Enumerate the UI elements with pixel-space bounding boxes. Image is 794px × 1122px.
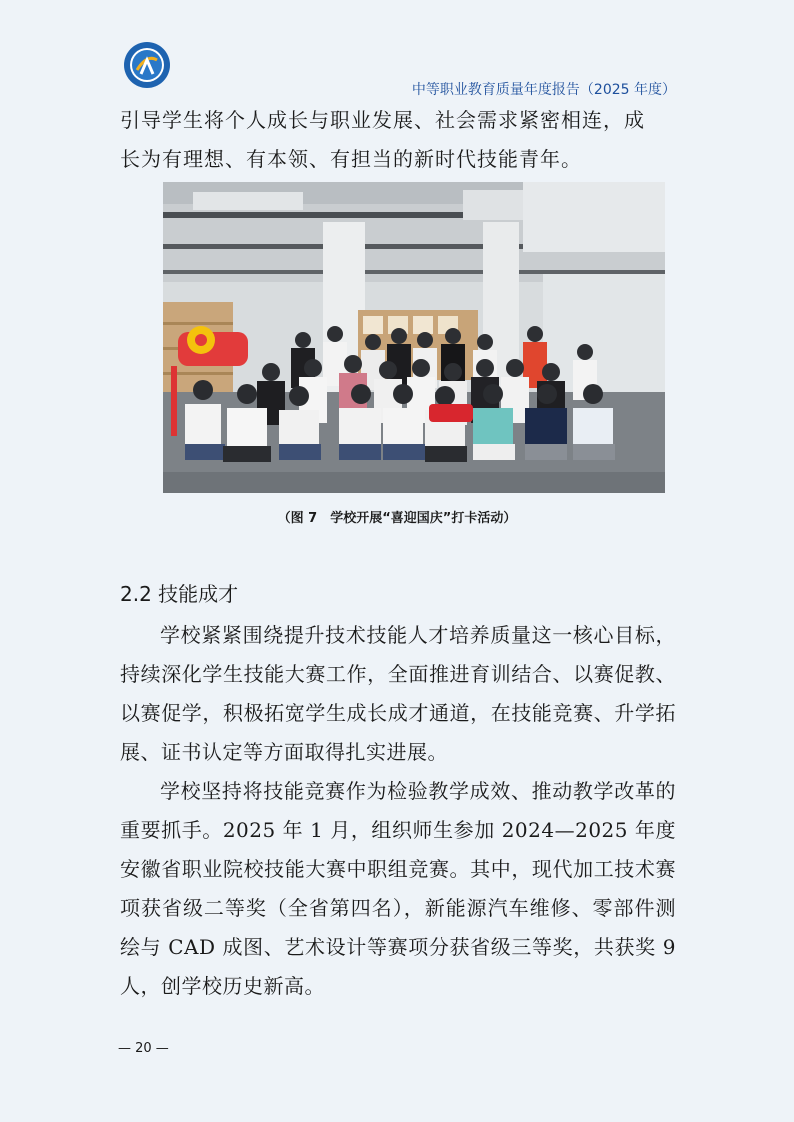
report-header-title: 中等职业教育质量年度报告（2025 年度） <box>411 82 676 98</box>
page-number: — 20 — <box>118 1041 169 1056</box>
school-logo-icon <box>124 42 170 88</box>
activity-photo <box>163 182 665 493</box>
intro-line-1: 引导学生将个人成长与职业发展、社会需求紧密相连，成 <box>120 108 645 132</box>
figure-caption: （图 7 学校开展“喜迎国庆”打卡活动） <box>277 511 517 526</box>
intro-line-2: 长为有理想、有本领、有担当的新时代技能青年。 <box>120 147 582 171</box>
section-heading: 2.2 技能成才 <box>120 582 239 606</box>
body-paragraph-2: 学校坚持将技能竞赛作为检验教学成效、推动教学改革的重要抓手。2025 年 1 月，组织师生参加 2024—2025 年度安徽省职业院校技能大赛中职组竞赛。其中，现代加工技术赛项获省级二等奖（全省第四名），新能源汽车维修、零部件测绘与 CAD 成图、艺术设计等赛项分获省级三等奖，共获奖 9 人，创学校历史新高。 <box>120 779 676 998</box>
body-paragraph-1: 学校紧紧围绕提升技术技能人才培养质量这一核心目标，持续深化学生技能大赛工作，全面推进育训结合、以赛促教、以赛促学，积极拓宽学生成长成才通道，在技能竞赛、升学拓展、证书认定等方面取得扎实进展。 <box>120 623 676 764</box>
